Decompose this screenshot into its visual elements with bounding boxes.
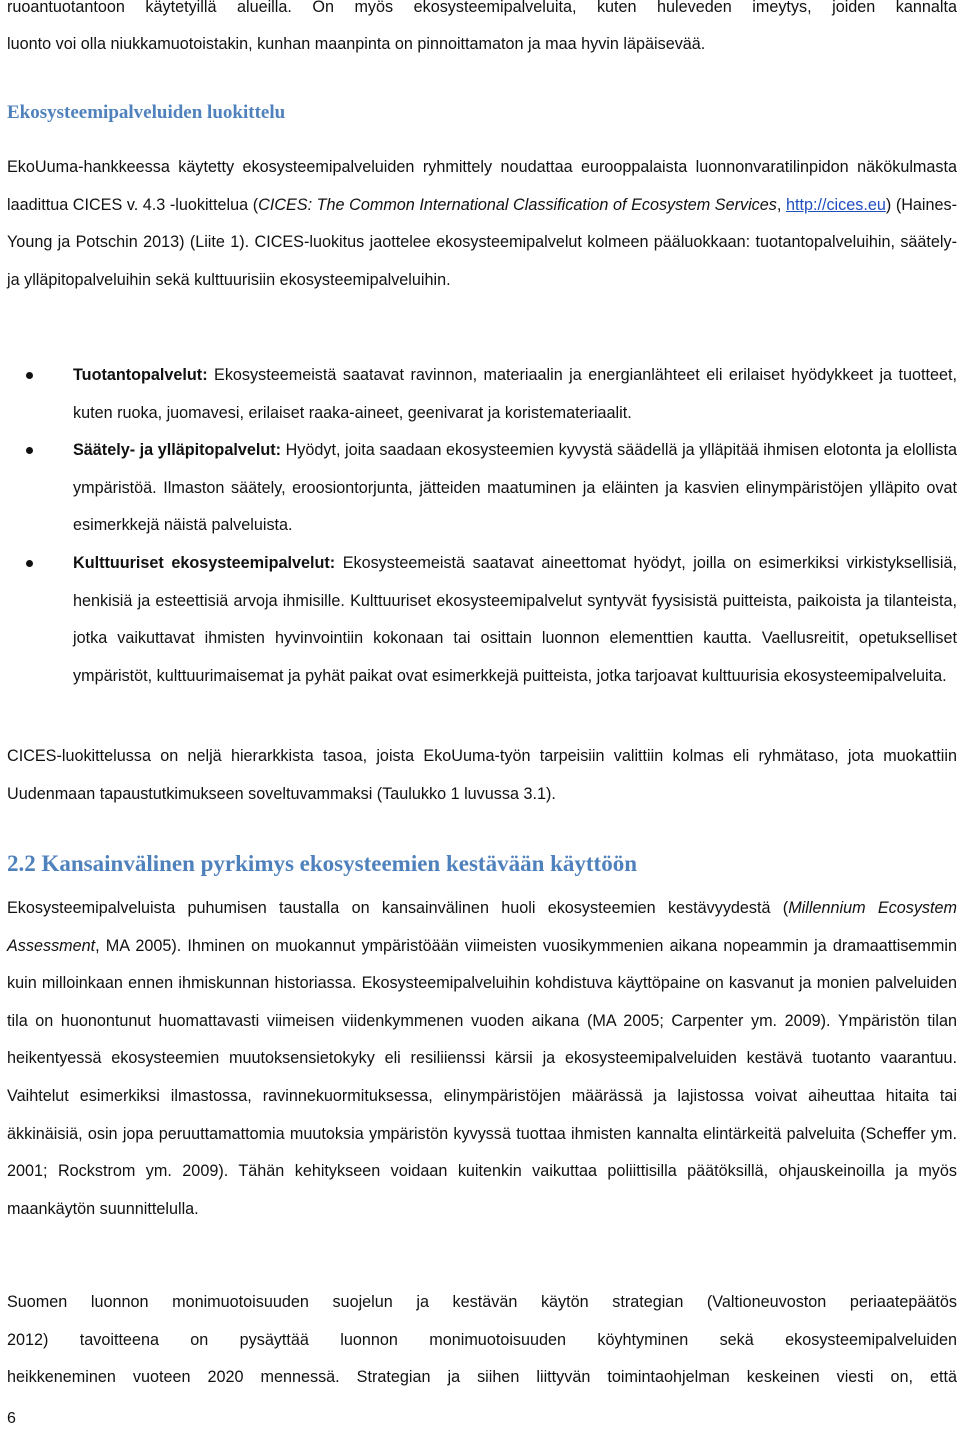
bullet-label: Tuotantopalvelut: xyxy=(73,366,208,384)
bullet-text: Hyödyt, joita saadaan ekosysteemien kyvystä säädellä ja ylläpitää ihmisen elotonta ja elollista ympäristöä. Ilmaston säätely, eroosiontorjunta, jätteiden maatuminen ja eläinten ja kasvien elinympäristöjen ylläpito ovat esimerkkejä näistä palveluista. xyxy=(73,441,957,535)
bullet-label: Kulttuuriset ekosysteemipalvelut: xyxy=(73,553,336,572)
intro-paragraph-end xyxy=(7,26,957,63)
section-text-1: Ekosysteemipalveluista puhumisen taustalla on kansainvälinen huoli ekosysteemien kestävyydestä ( xyxy=(7,899,789,917)
section-paragraph-2 xyxy=(7,1284,957,1397)
classification-text-1: EkoUuma-hankkeessa käytetty ekosysteemipalveluiden ryhmittely noudattaa eurooppalaista luonnonvaratilinpidon näkökulmasta laadittua CICES v. 4.3 -luokittelua ( xyxy=(7,158,957,214)
classification-comma: , xyxy=(776,195,786,214)
strategy-line-2: 2012) tavoitteena on pysäyttää luonnon monimuotoisuuden köyhtyminen sekä ekosysteemipalveluiden xyxy=(7,1330,957,1349)
intro-line-1: ruoantuotantoon käytetyillä alueilla. On myös ekosysteemipalveluita, kuten huleveden imeytys, joiden kannalta xyxy=(7,0,957,16)
cices-levels-paragraph: CICES-luokittelussa on neljä hierarkkista tasoa, joista EkoUuma-työn tarpeisiin valittiin kolmas eli ryhmätaso, jota muokattiin Uudenmaan tapaustutkimukseen soveltuvammaksi (Taulukko 1 luvussa 3.1). xyxy=(7,747,957,803)
ma-title: Millennium Ecosystem Assessment xyxy=(7,899,957,955)
section-heading: 2.2 Kansainvälinen pyrkimys ekosysteemien kestävään käyttöön xyxy=(7,851,638,876)
section-text-2: , MA 2005). Ihminen on muokannut ympäristöään viimeisten vuosikymmenien aikana nopeammin ja dramaattisemmin kuin milloinkaan ennen ihmiskunnan historiassa. Ekosysteemipalveluihin kohdistuva käyttöpaine on kasvanut ja monien palveluiden tila on huonontunut huomattavasti viimeisen viidenkymmenen vuoden aikana (MA 2005; Carpenter ym. 2009). Ympäristön tilan heikentyessä ekosysteemien muutoksensietokyky eli resiliienssi kärsii ja ekosysteemipalveluiden kestävä tuotanto vaarantuu. Vaihtelut esimerkiksi ilmastossa, ravinnekuormituksessa, elinympäristöjen määrässä ja lajistossa voivat aiheuttaa hitaita tai äkkinäisiä, osin jopa peruuttamattomia muutoksia ympäristön kyvyssä tuottaa ihmisten kannalta elintärkeitä palveluita (Scheffer ym. 2001; Rockstrom ym. 2009). Tähän kehitykseen voidaan kuitenkin vaikuttaa poliittisilla päätöksillä, ohjauskeinoilla ja myös maankäytön suunnittelulla. xyxy=(7,936,957,1218)
bullet-icon xyxy=(26,447,33,454)
classification-heading: Ekosysteemipalveluiden luokittelu xyxy=(7,102,286,123)
section-paragraph-1 xyxy=(7,890,957,1228)
cices-link[interactable]: http://cices.eu xyxy=(785,195,886,214)
strategy-line-3: heikkeneminen vuoteen 2020 mennessä. Strategian ja siihen liittyvän toimintaohjelman keskeinen viesti on, että xyxy=(7,1368,957,1387)
list-item xyxy=(7,357,957,432)
cices-title: CICES: The Common International Classification of Ecosystem Services xyxy=(258,195,777,214)
bullet-text: Ekosysteemeistä saatavat aineettomat hyödyt, joilla on esimerkiksi virkistyksellisiä, henkisiä ja esteettisiä arvoja ihmisille. Kulttuuriset ekosysteemipalvelut syntyvät fyysisistä puitteista, paikoista ja tilanteista, jotka vaikuttavat ihmisten hyvinvointiin kokonaan tai osittain luonnon elementtien kautta. Vaellusreitit, opetukselliset ympäristöt, kulttuurimaisemat ja pyhät paikat ovat esimerkkejä puitteista, jotka tarjoavat kulttuurisia ekosysteemipalveluita. xyxy=(73,553,957,685)
bullet-label: Säätely- ja ylläpitopalvelut: xyxy=(73,441,281,460)
classification-text-2: ) (Haines-Young ja Potschin 2013) (Liite 1). CICES-luokitus jaottelee ekosysteemipalvelut kolmeen pääluokkaan: tuotantopalveluihin, säätely- ja ylläpitopalveluihin sekä kulttuurisiin ekosysteemipalveluihin. xyxy=(7,195,957,289)
intro-paragraph xyxy=(7,0,957,26)
strategy-line-1: Suomen luonnon monimuotoisuuden suojelun ja kestävän käytön strategian (Valtioneuvoston periaatepäätös xyxy=(7,1293,957,1311)
bullet-icon xyxy=(26,372,33,379)
intro-line-2: luonto voi olla niukkamuotoistakin, kunhan maanpinta on pinnoittamaton ja maa hyvin läpäisevää. xyxy=(7,35,706,53)
list-item xyxy=(7,545,957,695)
page-number: 6 xyxy=(7,1410,16,1427)
bullet-icon xyxy=(26,560,33,567)
list-item xyxy=(7,432,957,545)
classification-paragraph xyxy=(7,149,957,299)
service-category-list xyxy=(7,357,957,695)
bullet-text: Ekosysteemeistä saatavat ravinnon, materiaalin ja energianlähteet eli erilaiset hyödykkeet ja tuotteet, kuten ruoka, juomavesi, erilaiset raaka-aineet, geenivarat ja koristemateriaalit. xyxy=(73,366,957,422)
